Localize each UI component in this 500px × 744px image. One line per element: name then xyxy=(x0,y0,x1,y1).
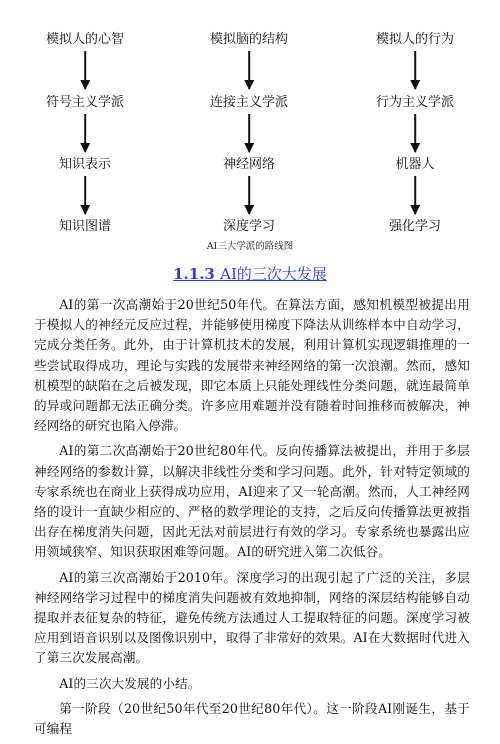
arrow-down xyxy=(248,176,250,214)
paragraph-summary-intro: AI的三次大发展的小结。 xyxy=(59,675,201,691)
paragraph-first-wave: AI的第一次高潮始于20世纪50年代。在算法方面，感知机模型被提出用于模拟人的神经元反应过程，并能够使用梯度下降法从训练样本中自动学习，完成分类任务。此外，由于计算机技术的发展，利用计算机实现逻辑推理的一些尝试取得成功，理论与实践的发展带来神经网络的第一次浪潮。然而，感知机模型的缺陷在之后被发现，即它本质上只能处理线性分类问题，就连最简单的异或问题都无法正确分类。许多应用难题并没有随着时间推移而被解决，神经网络的研究也陷入停滞。 xyxy=(34,297,470,434)
node-connectionism: 连接主义学派 xyxy=(209,95,289,110)
node-simulate-brain: 模拟脑的结构 xyxy=(209,32,289,47)
node-symbolism: 符号主义学派 xyxy=(45,95,125,110)
node-simulate-behavior: 模拟人的行为 xyxy=(375,32,455,47)
paragraph-stage-one: 第一阶段（20世纪50年代至20世纪80年代）。这一阶段AI刚诞生，基于可编程 xyxy=(34,700,470,737)
section-number: 1.1.3 xyxy=(173,265,215,283)
node-neural-network: 神经网络 xyxy=(222,157,276,172)
arrow-down xyxy=(414,114,416,152)
node-knowledge-representation: 知识表示 xyxy=(58,157,112,172)
node-knowledge-graph: 知识图谱 xyxy=(58,219,112,234)
node-robot: 机器人 xyxy=(395,157,435,172)
node-deep-learning: 深度学习 xyxy=(222,219,276,234)
arrow-down xyxy=(414,176,416,214)
arrow-down xyxy=(248,51,250,89)
paragraph-third-wave: AI的第三次高潮始于2010年。深度学习的出现引起了广泛的关注，多层神经网络学习过程中的梯度消失问题被有效地抑制，网络的深层结构能够自动提取并表征复杂的特征，避免传统方法通过人工提取特征的问题。深度学习被应用到语音识别以及图像识别中，取得了非常好的效果。AI在大数据时代进入了第三次发展高潮。 xyxy=(34,569,470,666)
paragraph-second-wave: AI的第二次高潮始于20世纪80年代。反向传播算法被提出，并用于多层神经网络的参数计算，以解决非线性分类和学习问题。此外，针对特定领域的专家系统也在商业上获得成功应用，AI迎来了又一轮高潮。然而，人工神经网络的设计一直缺少相应的、严格的数学理论的支持，之后反向传播算法更被指出存在梯度消失问题，因此无法对前层进行有效的学习。专家系统也暴露出应用领域狭窄、知识获取困难等问题。AI的研究进入第二次低谷。 xyxy=(34,443,470,560)
arrow-down xyxy=(84,51,86,89)
node-reinforcement-learning: 强化学习 xyxy=(388,219,442,234)
arrow-down xyxy=(248,114,250,152)
body-text xyxy=(34,295,470,744)
node-behaviorism: 行为主义学派 xyxy=(375,95,455,110)
section-heading[interactable] xyxy=(0,263,500,284)
arrow-down xyxy=(84,176,86,214)
node-simulate-mind: 模拟人的心智 xyxy=(45,32,125,47)
section-title: AI的三次大发展 xyxy=(220,265,327,283)
arrow-down xyxy=(84,114,86,152)
arrow-down xyxy=(414,51,416,89)
figure-caption: AI三大学派的路线图 xyxy=(206,241,294,252)
ai-schools-diagram xyxy=(30,22,470,242)
